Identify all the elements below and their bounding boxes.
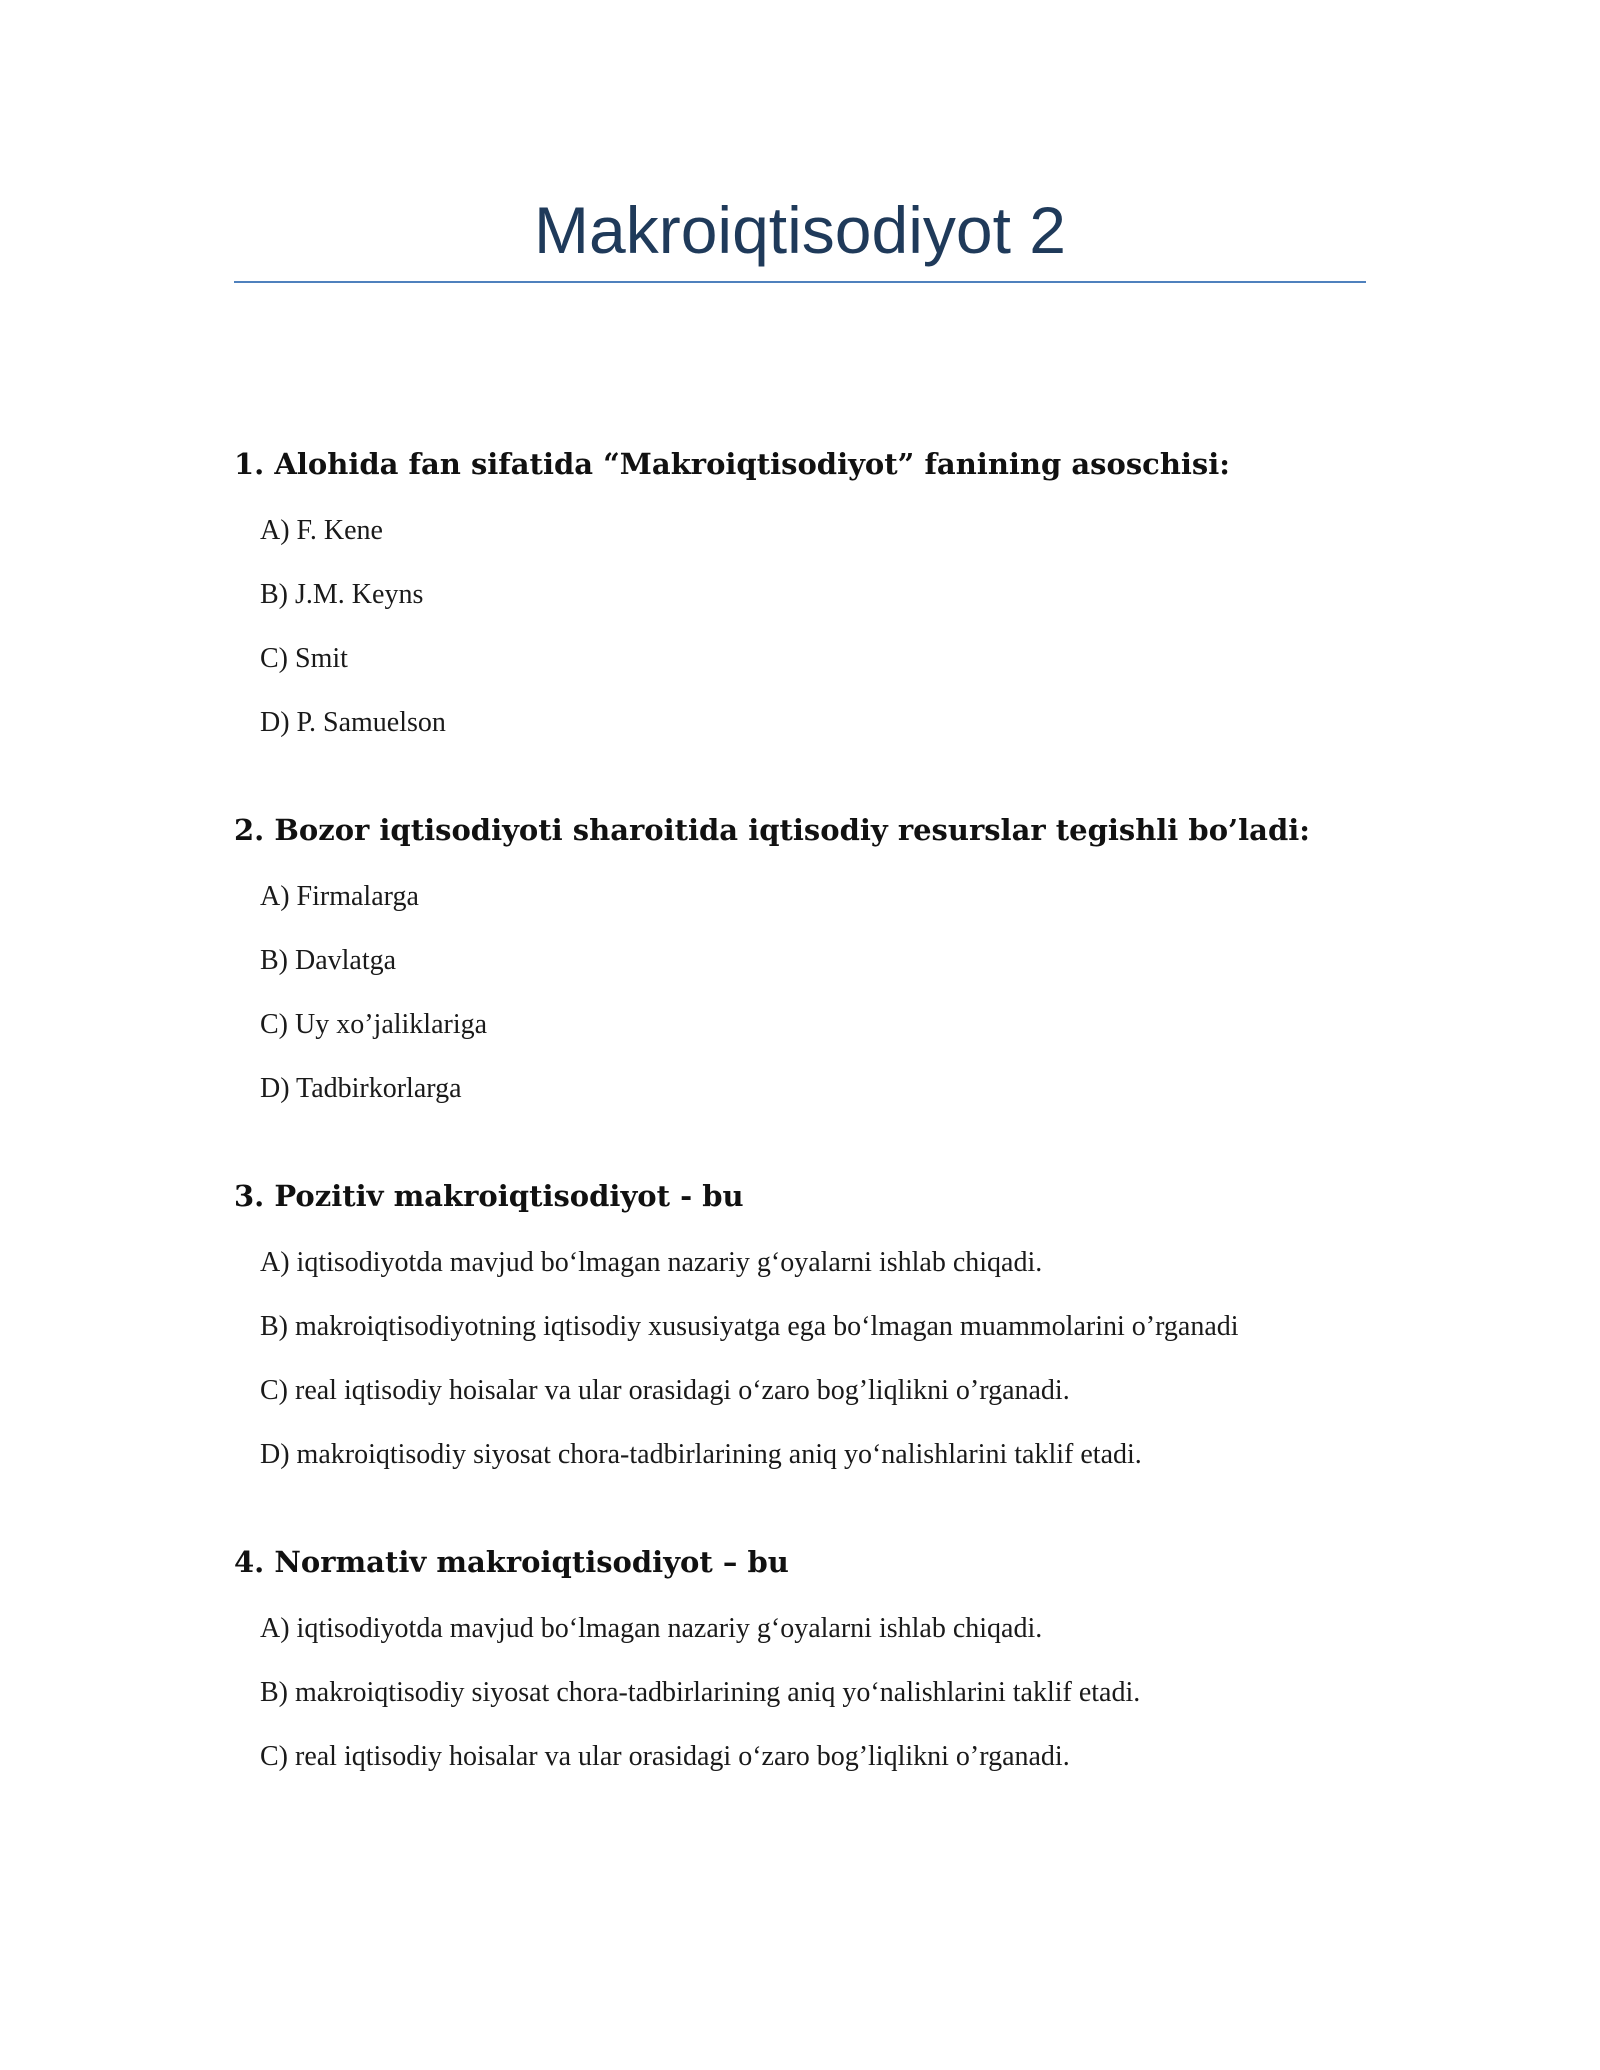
answer-options bbox=[234, 1245, 1366, 1473]
answer-option-b: B) J.M. Keyns bbox=[260, 579, 424, 610]
question-2 bbox=[234, 809, 1366, 1107]
question-1 bbox=[234, 443, 1366, 741]
question-4 bbox=[234, 1541, 1366, 1775]
answer-options bbox=[234, 513, 1366, 741]
answer-option-a: A) iqtisodiyotda mavjud bo‘lmagan nazariy g‘oyalarni ishlab chiqadi. bbox=[260, 1613, 1043, 1644]
answer-option-b: B) Davlatga bbox=[260, 945, 397, 976]
answer-option-d: D) Tadbirkorlarga bbox=[260, 1073, 462, 1104]
answer-option-b: B) makroiqtisodiy siyosat chora-tadbirlarining aniq yo‘nalishlarini taklif etadi. bbox=[260, 1677, 1141, 1708]
page-title: Makroiqtisodiyot 2 bbox=[534, 193, 1066, 267]
question-text: 2. Bozor iqtisodiyoti sharoitida iqtisodiy resurslar tegishli bo’ladi: bbox=[234, 813, 1310, 847]
question-text: 1. Alohida fan sifatida “Makroiqtisodiyot” fanining asoschisi: bbox=[234, 447, 1230, 481]
answer-options bbox=[234, 879, 1366, 1107]
answer-option-c: C) real iqtisodiy hoisalar va ular orasidagi o‘zaro bog’liqlikni o’rganadi. bbox=[260, 1741, 1070, 1772]
title-underline bbox=[234, 281, 1366, 283]
answer-option-c: C) Smit bbox=[260, 643, 348, 674]
question-3 bbox=[234, 1175, 1366, 1473]
question-list bbox=[234, 443, 1366, 1843]
answer-options bbox=[234, 1611, 1366, 1775]
answer-option-a: A) iqtisodiyotda mavjud bo‘lmagan nazariy g‘oyalarni ishlab chiqadi. bbox=[260, 1247, 1043, 1278]
answer-option-c: C) Uy xo’jaliklariga bbox=[260, 1009, 488, 1040]
answer-option-a: A) F. Kene bbox=[260, 515, 383, 546]
question-text: 4. Normativ makroiqtisodiyot – bu bbox=[234, 1545, 789, 1579]
answer-option-d: D) P. Samuelson bbox=[260, 707, 446, 738]
answer-option-b: B) makroiqtisodiyotning iqtisodiy xususiyatga ega bo‘lmagan muammolarini o’rganadi bbox=[260, 1311, 1239, 1342]
answer-option-c: C) real iqtisodiy hoisalar va ular orasidagi o‘zaro bog’liqlikni o’rganadi. bbox=[260, 1375, 1070, 1406]
answer-option-a: A) Firmalarga bbox=[260, 881, 419, 912]
answer-option-d: D) makroiqtisodiy siyosat chora-tadbirlarining aniq yo‘nalishlarini taklif etadi. bbox=[260, 1439, 1142, 1470]
question-text: 3. Pozitiv makroiqtisodiyot - bu bbox=[234, 1179, 744, 1213]
